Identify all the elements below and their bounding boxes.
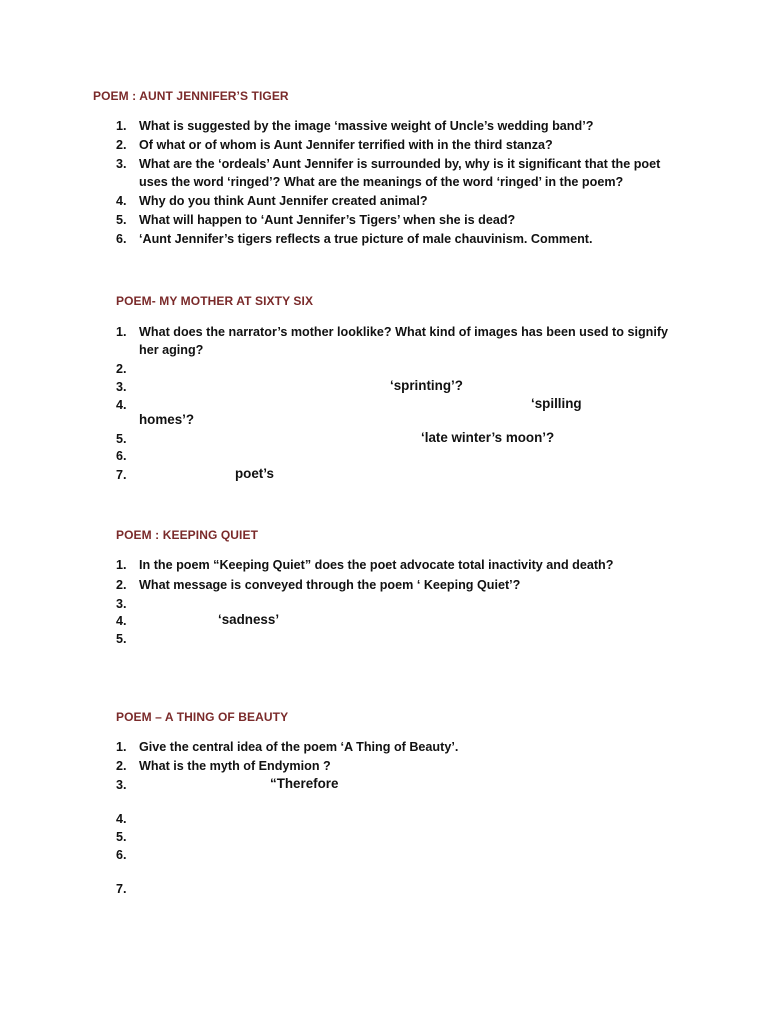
question-number: 6. — [116, 232, 127, 246]
text-fragment: “Therefore — [270, 776, 339, 791]
section-heading-keeping-quiet: POEM : KEEPING QUIET — [116, 528, 259, 542]
question-text: Why do you think Aunt Jennifer created animal? — [139, 194, 428, 208]
question-number: 4. — [116, 398, 127, 412]
question-number: 1. — [116, 740, 127, 754]
question-number: 5. — [116, 830, 127, 844]
question-number: 5. — [116, 632, 127, 646]
question-text: What is suggested by the image ‘massive weight of Uncle’s wedding band’? — [139, 119, 594, 133]
question-text-continued: her aging? — [139, 343, 204, 357]
question-number: 2. — [116, 362, 127, 376]
question-text: In the poem “Keeping Quiet” does the poet advocate total inactivity and death? — [139, 558, 614, 572]
question-text: What is the myth of Endymion ? — [139, 759, 331, 773]
question-number: 7. — [116, 468, 127, 482]
text-fragment: ‘sadness’ — [218, 612, 280, 627]
question-number: 3. — [116, 597, 127, 611]
question-text: Give the central idea of the poem ‘A Thing of Beauty’. — [139, 740, 459, 754]
question-text: Of what or of whom is Aunt Jennifer terrified with in the third stanza? — [139, 138, 553, 152]
question-text: What will happen to ‘Aunt Jennifer’s Tigers’ when she is dead? — [139, 213, 516, 227]
text-fragment: ‘late winter’s moon’? — [421, 430, 555, 445]
question-number: 2. — [116, 578, 127, 592]
question-text: What does the narrator’s mother looklike? What kind of images has been used to signify — [139, 325, 669, 339]
text-fragment: poet’s — [235, 466, 274, 481]
text-fragment: ‘spilling — [531, 396, 582, 411]
question-text: What are the ‘ordeals’ Aunt Jennifer is surrounded by, why is it significant that the poet — [139, 157, 661, 171]
question-number: 3. — [116, 380, 127, 394]
question-number: 1. — [116, 558, 127, 572]
question-number: 3. — [116, 157, 127, 171]
question-number: 6. — [116, 449, 127, 463]
question-number: 5. — [116, 213, 127, 227]
question-number: 4. — [116, 812, 127, 826]
question-number: 6. — [116, 848, 127, 862]
section-heading-thing-of-beauty: POEM – A THING OF BEAUTY — [116, 710, 289, 724]
question-number: 1. — [116, 325, 127, 339]
text-fragment: homes’? — [139, 412, 195, 427]
text-fragment: ‘sprinting’? — [390, 378, 463, 393]
question-number: 3. — [116, 778, 127, 792]
question-number: 7. — [116, 882, 127, 896]
question-number: 2. — [116, 138, 127, 152]
question-number: 1. — [116, 119, 127, 133]
question-text: ‘Aunt Jennifer’s tigers reflects a true picture of male chauvinism. Comment. — [139, 232, 593, 246]
section-heading-my-mother: POEM- MY MOTHER AT SIXTY SIX — [116, 294, 314, 308]
question-number: 4. — [116, 614, 127, 628]
question-number: 5. — [116, 432, 127, 446]
section-heading-aunt-jennifer: POEM : AUNT JENNIFER’S TIGER — [93, 89, 289, 103]
question-number: 2. — [116, 759, 127, 773]
question-text-continued: uses the word ‘ringed’? What are the meanings of the word ‘ringed’ in the poem? — [139, 175, 624, 189]
question-number: 4. — [116, 194, 127, 208]
question-text: What message is conveyed through the poem ‘ Keeping Quiet’? — [139, 578, 521, 592]
